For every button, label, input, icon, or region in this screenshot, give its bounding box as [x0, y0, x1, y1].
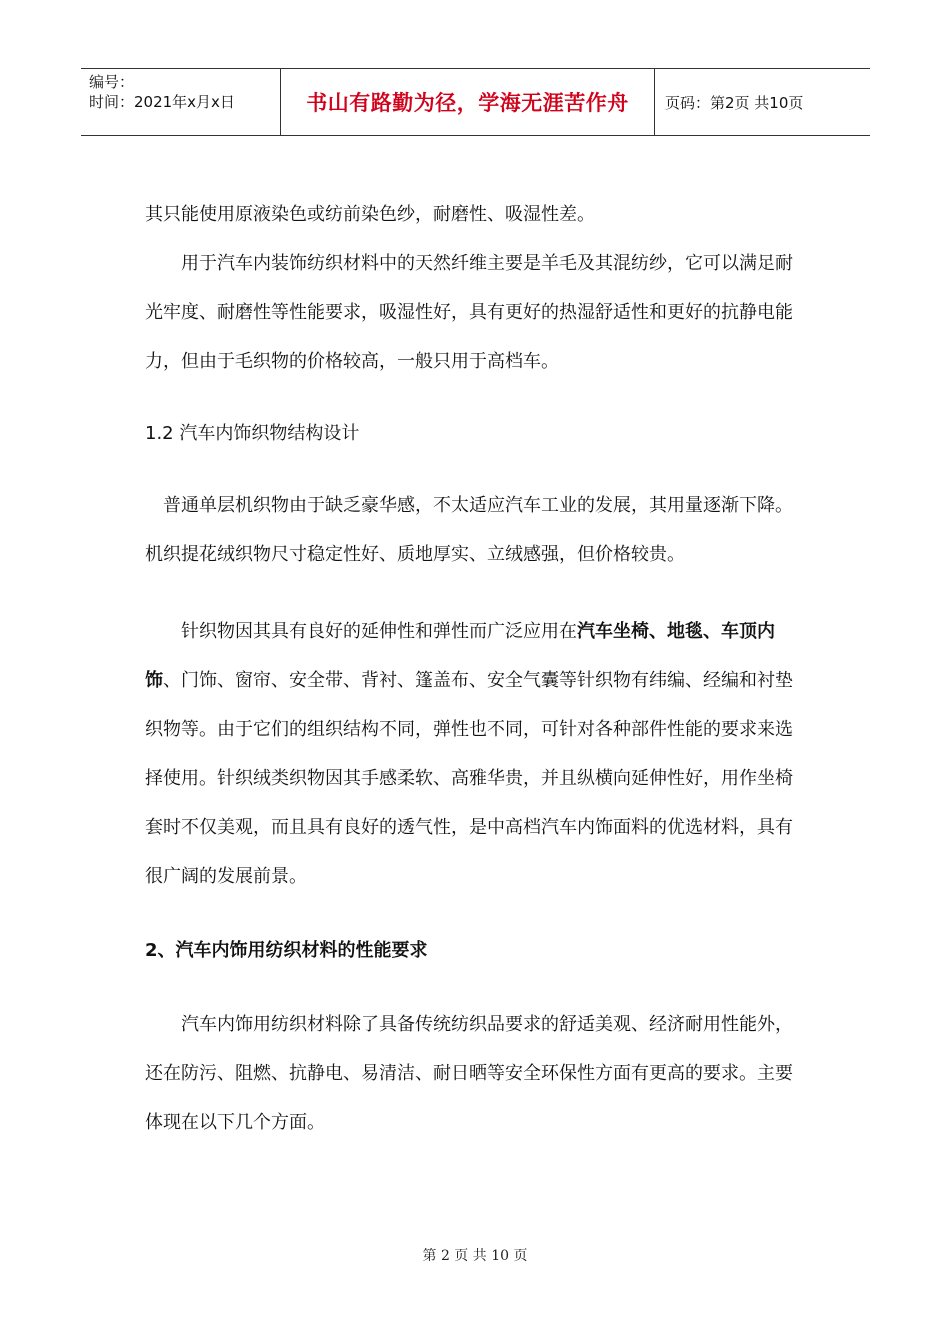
section-heading-1-2: 1.2 汽车内饰织物结构设计 [145, 423, 360, 444]
page-header [81, 68, 870, 136]
document-body [145, 190, 800, 1147]
page-footer: 第 2 页 共 10 页 [422, 1248, 528, 1264]
knitted-bold-applications: 汽车坐椅、地毯、车顶内饰 [145, 621, 775, 691]
paragraph-performance-requirements: 汽车内饰用纺织材料除了具备传统纺织品要求的舒适美观、经济耐用性能外，还在防污、阻燃、抗静电、易清洁、耐日晒等安全环保性方面有更高的要求。主要体现在以下几个方面。 [145, 1014, 793, 1133]
paragraph-woven-fabrics: 普通单层机织物由于缺乏豪华感，不太适应汽车工业的发展，其用量逐渐下降。机织提花绒织物尺寸稳定性好、质地厚实、立绒感强，但价格较贵。 [145, 495, 793, 565]
section-heading-2: 2、汽车内饰用纺织材料的性能要求 [145, 940, 428, 961]
header-meta [81, 69, 281, 135]
paragraph-knitted-fabrics [145, 607, 800, 901]
knitted-rest-text: 、门饰、窗帘、安全带、背衬、篷盖布、安全气囊等针织物有纬编、经编和衬垫织物等。由于它们的组织结构不同，弹性也不同，可针对各种部件性能的要求来选择使用。针织绒类织物因其手感柔软、高雅华贵，并且纵横向延伸性好，用作坐椅套时不仅美观，而且具有良好的透气性，是中高档汽车内饰面料的优选材料，具有很广阔的发展前景。 [145, 670, 793, 887]
paragraph-natural-fibers: 用于汽车内装饰纺织材料中的天然纤维主要是羊毛及其混纺纱，它可以满足耐光牢度、耐磨性等性能要求，吸湿性好，具有更好的热湿舒适性和更好的抗静电能力，但由于毛织物的价格较高，一般只用于高档车。 [145, 253, 793, 372]
header-page-info: 页码：第2页 共10页 [665, 93, 804, 112]
knitted-intro-text: 针织物因其具有良好的延伸性和弹性而广泛应用在 [181, 621, 577, 642]
document-time-label: 时间：2021年x月x日 [89, 93, 235, 111]
paragraph-continuation: 其只能使用原液染色或纺前染色纱，耐磨性、吸湿性差。 [145, 204, 595, 225]
document-number-label: 编号： [89, 73, 135, 91]
header-motto: 书山有路勤为径，学海无涯苦作舟 [281, 69, 655, 135]
